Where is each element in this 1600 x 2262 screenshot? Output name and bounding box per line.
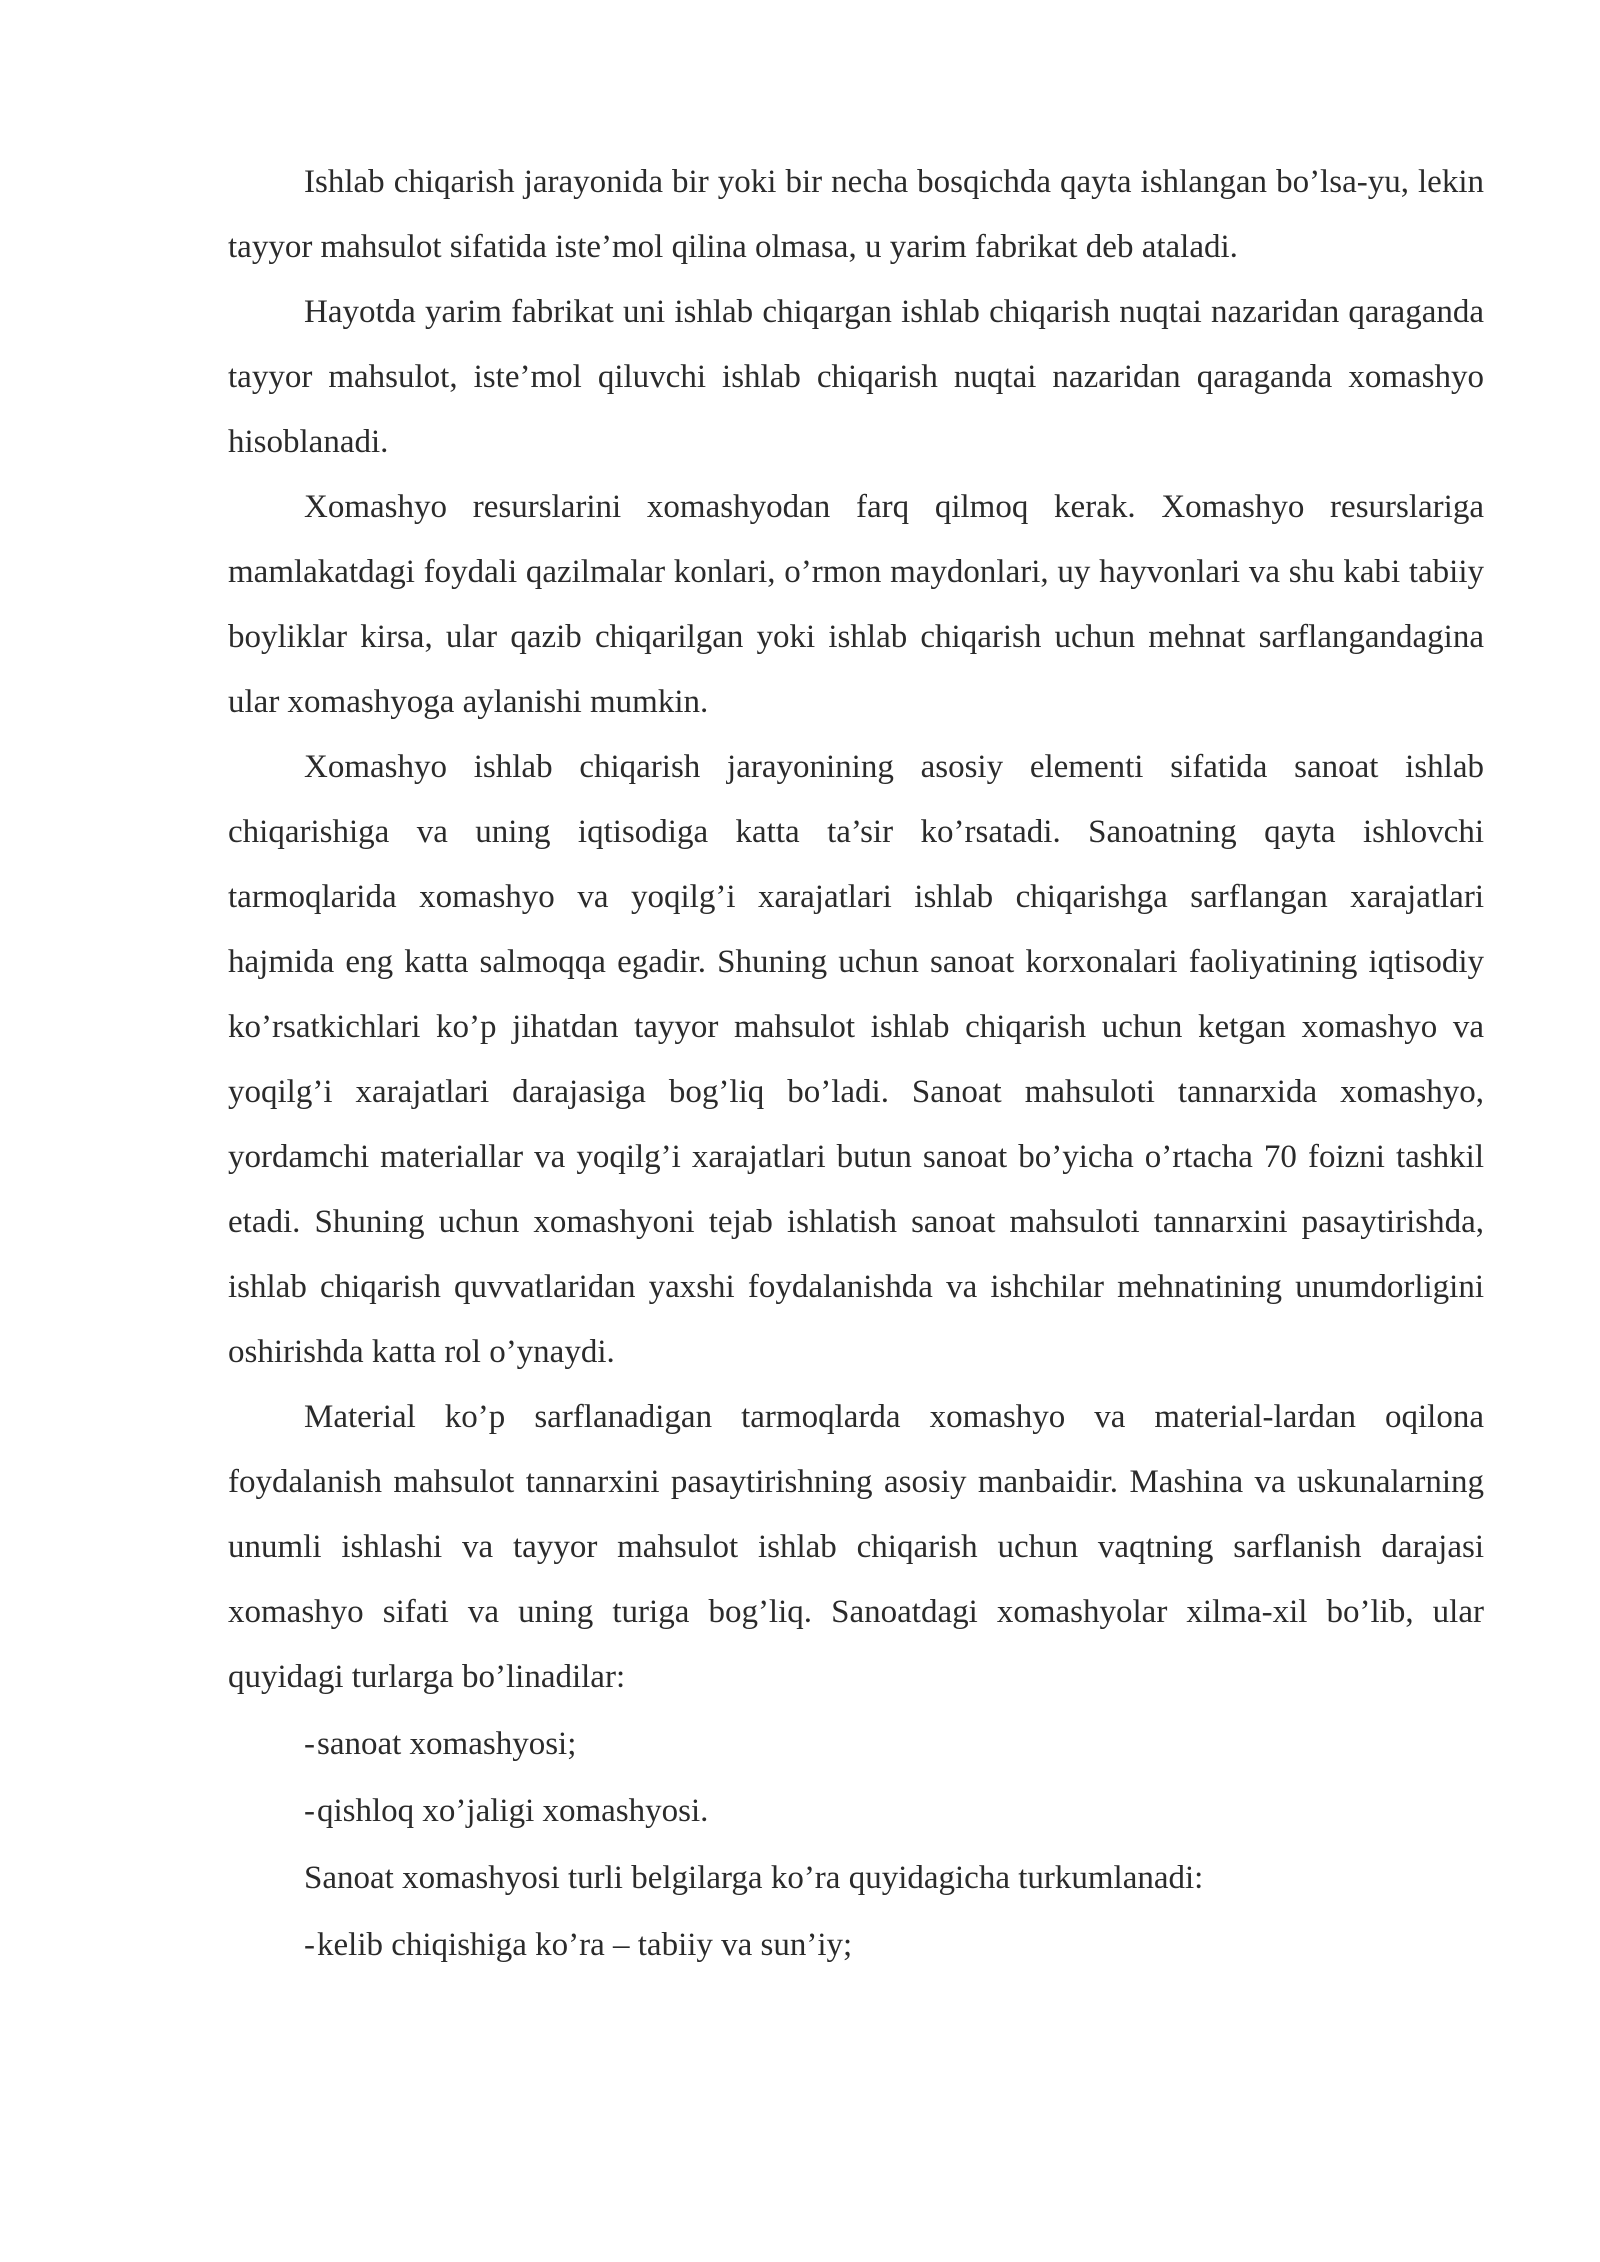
paragraph-1: Ishlab chiqarish jarayonida bir yoki bir necha bosqichda qayta ishlangan bo’lsa-yu, lekin tayyor mahsulot sifatida iste’mol qilina olmasa, u yarim fabrikat deb ataladi. [228, 164, 1484, 265]
paragraph-5: Material ko’p sarflanadigan tarmoqlarda xomashyo va material-lardan oqilona foydalanish mahsulot tannarxini pasaytirishning asosiy manbaidir. Mashina va uskunalarning unumli ishlashi va tayyor mahsulot ishlab chiqarish uchun vaqtning sarflanish darajasi xomashyo sifati va uning turiga bog’liq. Sanoatdagi xomashyolar xilma-xil bo’lib, ular quyidagi turlarga bo’linadilar: [228, 1399, 1484, 1695]
paragraph-3: Xomashyo resurslarini xomashyodan farq qilmoq kerak. Xomashyo resurslariga mamlakatdagi foydali qazilmalar konlari, o’rmon maydonlari, uy hayvonlari va shu kabi tabiiy boyliklar kirsa, ular qazib chiqarilgan yoki ishlab chiqarish uchun mehnat sarflangandagina ular xomashyoga aylanishi mumkin. [228, 489, 1484, 720]
list-item-text: kelib chiqishiga ko’ra – tabiiy va sun’iy; [317, 1927, 853, 1963]
dash-bullet: - [304, 1726, 315, 1762]
list-item-text: qishloq xo’jaligi xomashyosi. [317, 1793, 709, 1829]
document-page [228, 150, 1484, 1978]
classification-intro: Sanoat xomashyosi turli belgilarga ko’ra quyidagicha turkumlanadi: [304, 1860, 1204, 1896]
list-item-text: sanoat xomashyosi; [317, 1726, 577, 1762]
list-item [228, 1779, 1484, 1844]
dash-bullet: - [304, 1793, 315, 1829]
paragraph-4: Xomashyo ishlab chiqarish jarayonining asosiy elementi sifatida sanoat ishlab chiqarishiga va uning iqtisodiga katta ta’sir ko’rsatadi. Sanoatning qayta ishlovchi tarmoqlarida xomashyo va yoqilg’i xarajatlari ishlab chiqarishga sarflangan xarajatlari hajmida eng katta salmoqqa egadir. Shuning uchun sanoat korxonalari faoliyatining iqtisodiy ko’rsatkichlari ko’p jihatdan tayyor mahsulot ishlab chiqarish uchun ketgan xomashyo va yoqilg’i xarajatlari darajasiga bog’liq bo’ladi. Sanoat mahsuloti tannarxida xomashyo, yordamchi materiallar va yoqilg’i xarajatlari butun sanoat bo’yicha o’rtacha 70 foizni tashkil etadi. Shuning uchun xomashyoni tejab ishlatish sanoat mahsuloti tannarxini pasaytirishda, ishlab chiqarish quvvatlaridan yaxshi foydalanishda va ishchilar mehnatining unumdorligini oshirishda katta rol o’ynaydi. [228, 749, 1484, 1370]
paragraph-2: Hayotda yarim fabrikat uni ishlab chiqargan ishlab chiqarish nuqtai nazaridan qaraganda tayyor mahsulot, iste’mol qiluvchi ishlab chiqarish nuqtai nazaridan qaraganda xomashyo hisoblanadi. [228, 294, 1484, 460]
dash-bullet: - [304, 1927, 315, 1963]
list-item [228, 1913, 1484, 1978]
list-item [228, 1712, 1484, 1777]
